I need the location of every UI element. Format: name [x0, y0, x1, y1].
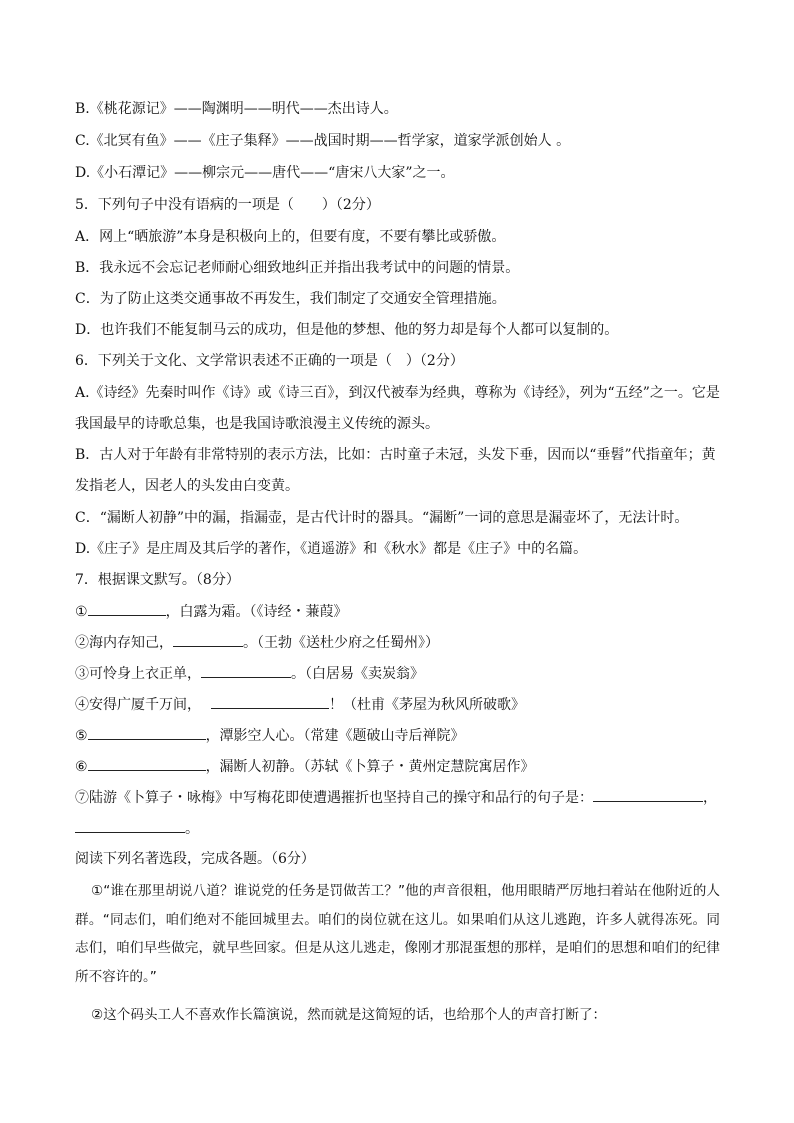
q6-option-a: A.《诗经》先秦时叫作《诗》或《诗三百》，到汉代被奉为经典，尊称为《诗经》，列为“五经”之一。它是我国最早的诗歌总集，也是我国诗歌浪漫主义传统的源头。 — [75, 385, 720, 432]
q4-option-d: D.《小石潭记》——柳宗元——唐代——“唐宋八大家”之一。 — [75, 165, 455, 181]
answer-blank[interactable] — [593, 787, 703, 802]
q7-item-4: ④安得广厦千万间， ！（杜甫《茅屋为秋风所破歌》 — [75, 694, 725, 715]
reading-paragraph-2: ②这个码头工人不喜欢作长篇演说，然而就是这简短的话，也给那个人的声音打断了： — [91, 1007, 607, 1023]
q7-item-2: ②海内存知己， 。（王勃《送杜少府之任蜀州》） — [75, 632, 725, 653]
q5-option-b: B．我永远不会忘记老师耐心细致地纠正并指出我考试中的问题的情景。 — [75, 260, 520, 276]
q7-item-6: ⑥ ，漏断人初静。（苏轼《卜算子・黄州定慧院寓居作》 — [75, 756, 725, 777]
q5-option-a: A．网上“晒旅游”本身是积极向上的，但要有度，不要有攀比或骄傲。 — [75, 229, 506, 245]
q7-item-5: ⑤ ，潭影空人心。（常建《题破山寺后禅院》 — [75, 725, 725, 746]
reading-paragraph-1: ①“谁在那里胡说八道？谁说党的任务是罚做苦工？”他的声音很粗，他用眼睛严厉地扫着站在他附近的人群。“同志们，咱们绝对不能回城里去。咱们的岗位就在这儿。如果咱们从这儿逃跑，许多人就得冻死。同志们，咱们早些做完，就早些回家。但是从这儿逃走，像刚才那混蛋想的那样，是咱们的思想和咱们的纪律所不容许的。” — [75, 883, 720, 985]
q6-option-b: B．古人对于年龄有非常特别的表示方法，比如：古时童子未冠，头发下垂，因而以“垂髫”代指童年；黄发指老人，因老人的头发由白变黄。 — [75, 447, 716, 494]
answer-blank[interactable] — [88, 601, 166, 616]
q4-option-c: C.《北冥有鱼》——《庄子集释》——战国时期——哲学家，道家学派创始人 。 — [75, 133, 571, 149]
q7-item-1: ① ，白露为霜。（《诗经・蒹葭》 — [75, 601, 725, 622]
q6-option-d: D.《庄子》是庄周及其后学的著作，《逍遥游》和《秋水》都是《庄子》中的名篇。 — [75, 541, 588, 557]
answer-blank[interactable] — [211, 694, 329, 709]
q6-stem: 6．下列关于文化、文学常识表述不正确的一项是（ ）（2分） — [75, 353, 464, 369]
answer-blank[interactable] — [88, 725, 206, 740]
answer-blank[interactable] — [173, 632, 243, 647]
q5-option-c: C．为了防止这类交通事故不再发生，我们制定了交通安全管理措施。 — [75, 291, 506, 307]
reading-stem: 阅读下列名著选段，完成各题。（6分） — [75, 851, 315, 867]
q7-item-3: ③可怜身上衣正单， 。（白居易《卖炭翁》 — [75, 663, 725, 684]
answer-blank[interactable] — [88, 756, 206, 771]
answer-blank[interactable] — [75, 818, 185, 833]
q4-option-b: B.《桃花源记》——陶渊明——明代——杰出诗人。 — [75, 101, 398, 117]
q7-item-7-continued: 。 — [75, 818, 725, 839]
q7-item-7: ⑦陆游《卜算子・咏梅》中写梅花即使遭遇摧折也坚持自己的操守和品行的句子是： ， — [75, 787, 725, 808]
q7-stem: 7．根据课文默写。（8分） — [75, 572, 240, 588]
answer-blank[interactable] — [201, 663, 291, 678]
q6-option-c: C．“漏断人初静”中的漏，指漏壶，是古代计时的器具。“漏断”一词的意思是漏壶坏了，无法计时。 — [75, 510, 689, 526]
q5-stem: 5．下列句子中没有语病的一项是（ ）（2分） — [75, 197, 380, 213]
q5-option-d: D．也许我们不能复制马云的成功，但是他的梦想、他的努力却是每个人都可以复制的。 — [75, 322, 619, 338]
